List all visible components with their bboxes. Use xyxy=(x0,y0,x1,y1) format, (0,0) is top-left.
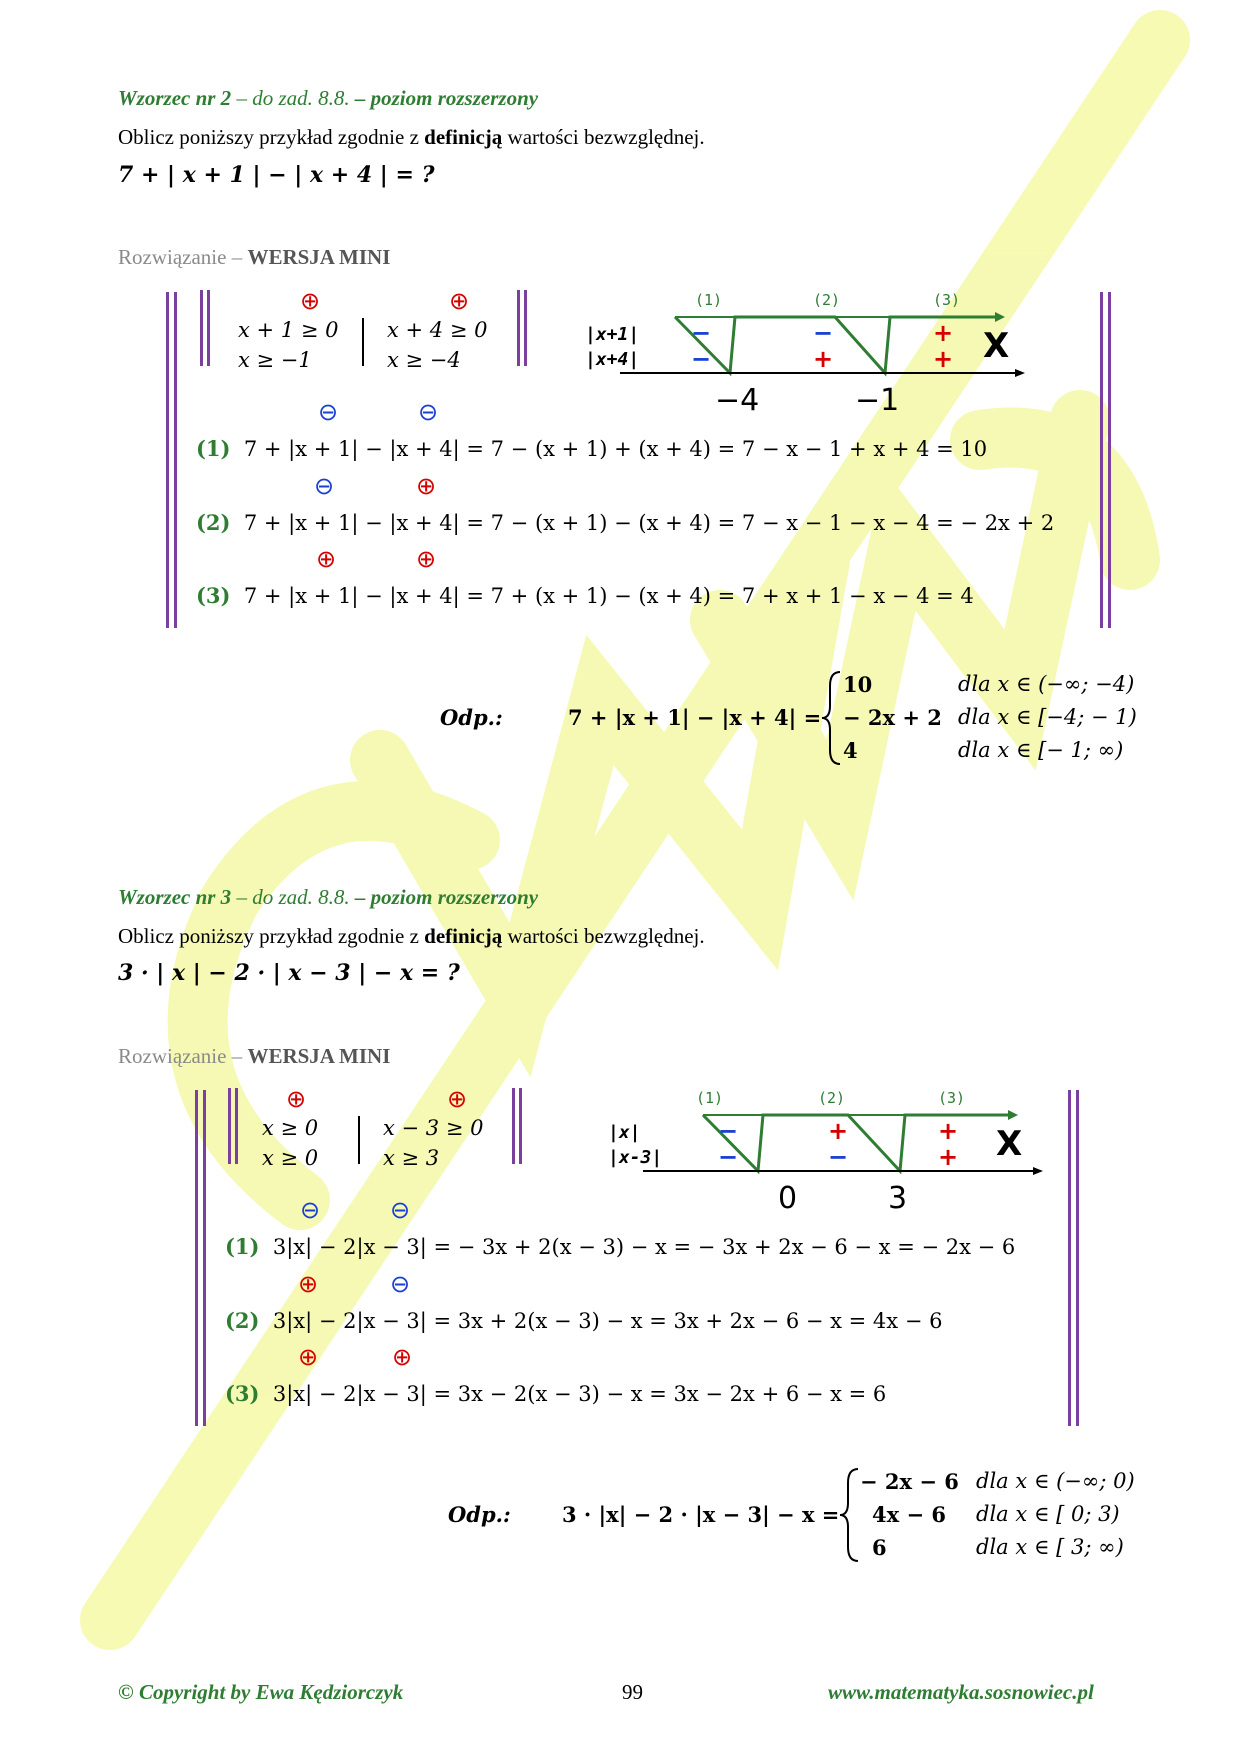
w3-cond-divider xyxy=(358,1116,360,1164)
w2-l3-plus-a-icon: ⊕ xyxy=(316,545,337,573)
w2-cond-bar-l2 xyxy=(207,290,210,366)
w2-r2-s3: + xyxy=(933,345,954,373)
w3-cond-bar-r2 xyxy=(519,1088,522,1164)
w2-r1-s2: − xyxy=(813,319,834,347)
w2-r2-s1: − xyxy=(691,345,712,373)
w3-l2-plus-icon: ⊕ xyxy=(298,1270,319,1298)
w3-interval-1: (1) xyxy=(696,1089,724,1107)
w3-outer-bar-left1 xyxy=(195,1090,198,1426)
w3-case-3-val: 6 xyxy=(872,1535,887,1560)
w2-task: 7 + | x + 1 | − | x + 4 | = ? xyxy=(118,162,435,188)
w3-line-2: (2) 3|x| − 2|x − 3| = 3x + 2(x − 3) − x = 3x + 2x − 6 − x = 4x − 6 xyxy=(225,1308,943,1333)
w3-outer-bar-right1 xyxy=(1068,1090,1071,1426)
w2-cond1b: x ≥ −1 xyxy=(238,348,312,372)
w3-solution-label: Rozwiązanie – WERSJA MINI xyxy=(118,1044,391,1068)
w2-interval-2: (2) xyxy=(813,291,841,309)
w2-line-2: (2) 7 + |x + 1| − |x + 4| = 7 − (x + 1) − (x + 4) = 7 − x − 1 − x − 4 = − 2x + 2 xyxy=(196,510,1055,535)
w2-cond1-plus-icon: ⊕ xyxy=(300,287,321,315)
w2-heading: Wzorzec nr 2 – do zad. 8.8. – poziom rozszerzony xyxy=(118,86,539,110)
w3-l1-minus-a-icon: ⊖ xyxy=(300,1196,321,1224)
w2-outer-bar-left2 xyxy=(174,292,177,628)
w2-l1-minus-b-icon: ⊖ xyxy=(418,398,439,426)
w3-cond2a: x − 3 ≥ 0 xyxy=(383,1116,484,1140)
w2-case-1-val: 10 xyxy=(843,672,873,697)
w2-brace xyxy=(818,668,846,768)
w2-case-1-cond: dla x ∈ (−∞; −4) xyxy=(958,672,1135,696)
w2-cond-bar-l1 xyxy=(200,290,203,366)
w3-cond-bar-r1 xyxy=(512,1088,515,1164)
w2-solution-label: Rozwiązanie – WERSJA MINI xyxy=(118,245,391,269)
w3-cond2b: x ≥ 3 xyxy=(383,1146,440,1170)
w3-cond-bar-l1 xyxy=(228,1088,231,1164)
w2-outer-bar-right1 xyxy=(1100,292,1103,628)
w3-case-1-val: − 2x − 6 xyxy=(860,1469,959,1494)
w3-task: 3 · | x | − 2 · | x − 3 | − x = ? xyxy=(118,960,460,986)
w3-odp-label: Odp.: xyxy=(448,1502,511,1527)
w2-odp-label: Odp.: xyxy=(440,705,503,730)
w3-row-2: |x-3| xyxy=(608,1147,663,1168)
w2-case-2-cond: dla x ∈ [−4; − 1) xyxy=(958,705,1137,729)
w2-point-1: −4 xyxy=(715,383,760,418)
w3-case-2-cond: dla x ∈ [ 0; 3) xyxy=(976,1502,1120,1526)
w3-cond-bar-l2 xyxy=(235,1088,238,1164)
w2-r2-s2: + xyxy=(813,345,834,373)
w2-interval-1: (1) xyxy=(695,291,723,309)
w3-odp-expr: 3 · |x| − 2 · |x − 3| − x = xyxy=(562,1502,840,1527)
w2-l2-plus-icon: ⊕ xyxy=(416,472,437,500)
w3-case-3-cond: dla x ∈ [ 3; ∞) xyxy=(976,1535,1124,1559)
w3-interval-2: (2) xyxy=(818,1089,846,1107)
w2-row-1: |x+1| xyxy=(585,324,640,345)
w2-cond-bar-r2 xyxy=(524,290,527,366)
w3-r1-s2: + xyxy=(828,1117,849,1145)
w2-case-3-cond: dla x ∈ [− 1; ∞) xyxy=(958,738,1124,762)
w3-l3-plus-b-icon: ⊕ xyxy=(392,1343,413,1371)
w2-cond2a: x + 4 ≥ 0 xyxy=(387,318,488,342)
w2-cond2b: x ≥ −4 xyxy=(387,348,461,372)
w3-line-3: (3) 3|x| − 2|x − 3| = 3x − 2(x − 3) − x = 3x − 2x + 6 − x = 6 xyxy=(225,1381,887,1406)
w3-sign-diagram xyxy=(608,1083,1048,1218)
w3-r1-s1: − xyxy=(718,1117,739,1145)
w2-odp-expr: 7 + |x + 1| − |x + 4| = xyxy=(568,705,822,730)
w2-line-3: (3) 7 + |x + 1| − |x + 4| = 7 + (x + 1) − (x + 4) = 7 + x + 1 − x − 4 = 4 xyxy=(196,583,974,608)
w3-l3-plus-a-icon: ⊕ xyxy=(298,1343,319,1371)
footer-copyright: © Copyright by Ewa Kędziorczyk xyxy=(118,1680,404,1704)
w2-instruction: Oblicz poniższy przykład zgodnie z definicją wartości bezwzględnej. xyxy=(118,125,705,149)
w2-case-3-val: 4 xyxy=(843,738,858,763)
w2-interval-3: (3) xyxy=(933,291,961,309)
w2-cond-bar-r1 xyxy=(517,290,520,366)
w3-cond2-plus-icon: ⊕ xyxy=(447,1085,468,1113)
w3-interval-3: (3) xyxy=(938,1089,966,1107)
w3-cond1b: x ≥ 0 xyxy=(262,1146,319,1170)
w2-cond-divider xyxy=(362,318,364,366)
w3-l2-minus-icon: ⊖ xyxy=(390,1270,411,1298)
w3-line-1: (1) 3|x| − 2|x − 3| = − 3x + 2(x − 3) − x = − 3x + 2x − 6 − x = − 2x − 6 xyxy=(225,1234,1016,1259)
w3-instruction: Oblicz poniższy przykład zgodnie z definicją wartości bezwzględnej. xyxy=(118,924,705,948)
w3-cond1-plus-icon: ⊕ xyxy=(286,1085,307,1113)
w3-case-2-val: 4x − 6 xyxy=(872,1502,946,1527)
w3-heading: Wzorzec nr 3 – do zad. 8.8. – poziom rozszerzony xyxy=(118,885,539,909)
w3-x-label: X xyxy=(996,1124,1023,1164)
w3-point-2: 3 xyxy=(888,1181,908,1216)
footer-page-number: 99 xyxy=(622,1680,643,1704)
w2-r1-s3: + xyxy=(933,319,954,347)
w2-l3-plus-b-icon: ⊕ xyxy=(416,545,437,573)
w3-outer-bar-left2 xyxy=(203,1090,206,1426)
footer-url[interactable]: www.matematyka.sosnowiec.pl xyxy=(828,1680,1094,1704)
w2-row-2: |x+4| xyxy=(585,349,640,370)
w2-outer-bar-right2 xyxy=(1108,292,1111,628)
w3-outer-bar-right2 xyxy=(1076,1090,1079,1426)
w2-l2-minus-icon: ⊖ xyxy=(314,472,335,500)
w3-r2-s1: − xyxy=(718,1143,739,1171)
w2-cond1a: x + 1 ≥ 0 xyxy=(238,318,339,342)
w3-case-1-cond: dla x ∈ (−∞; 0) xyxy=(976,1469,1135,1493)
w2-sign-diagram xyxy=(585,285,1025,420)
w3-point-1: 0 xyxy=(778,1181,798,1216)
w2-case-2-val: − 2x + 2 xyxy=(843,705,942,730)
w2-x-label: X xyxy=(983,326,1010,366)
w3-l1-minus-b-icon: ⊖ xyxy=(390,1196,411,1224)
w2-point-2: −1 xyxy=(855,383,900,418)
w3-r2-s3: + xyxy=(938,1143,959,1171)
w3-cond1a: x ≥ 0 xyxy=(262,1116,319,1140)
w2-outer-bar-left1 xyxy=(166,292,169,628)
w3-r2-s2: − xyxy=(828,1143,849,1171)
w2-cond2-plus-icon: ⊕ xyxy=(449,287,470,315)
w3-row-1: |x| xyxy=(608,1122,641,1143)
w2-l1-minus-a-icon: ⊖ xyxy=(318,398,339,426)
w3-r1-s3: + xyxy=(938,1117,959,1145)
w2-line-1: (1) 7 + |x + 1| − |x + 4| = 7 − (x + 1) + (x + 4) = 7 − x − 1 + x + 4 = 10 xyxy=(196,436,988,461)
w2-r1-s1: − xyxy=(691,319,712,347)
